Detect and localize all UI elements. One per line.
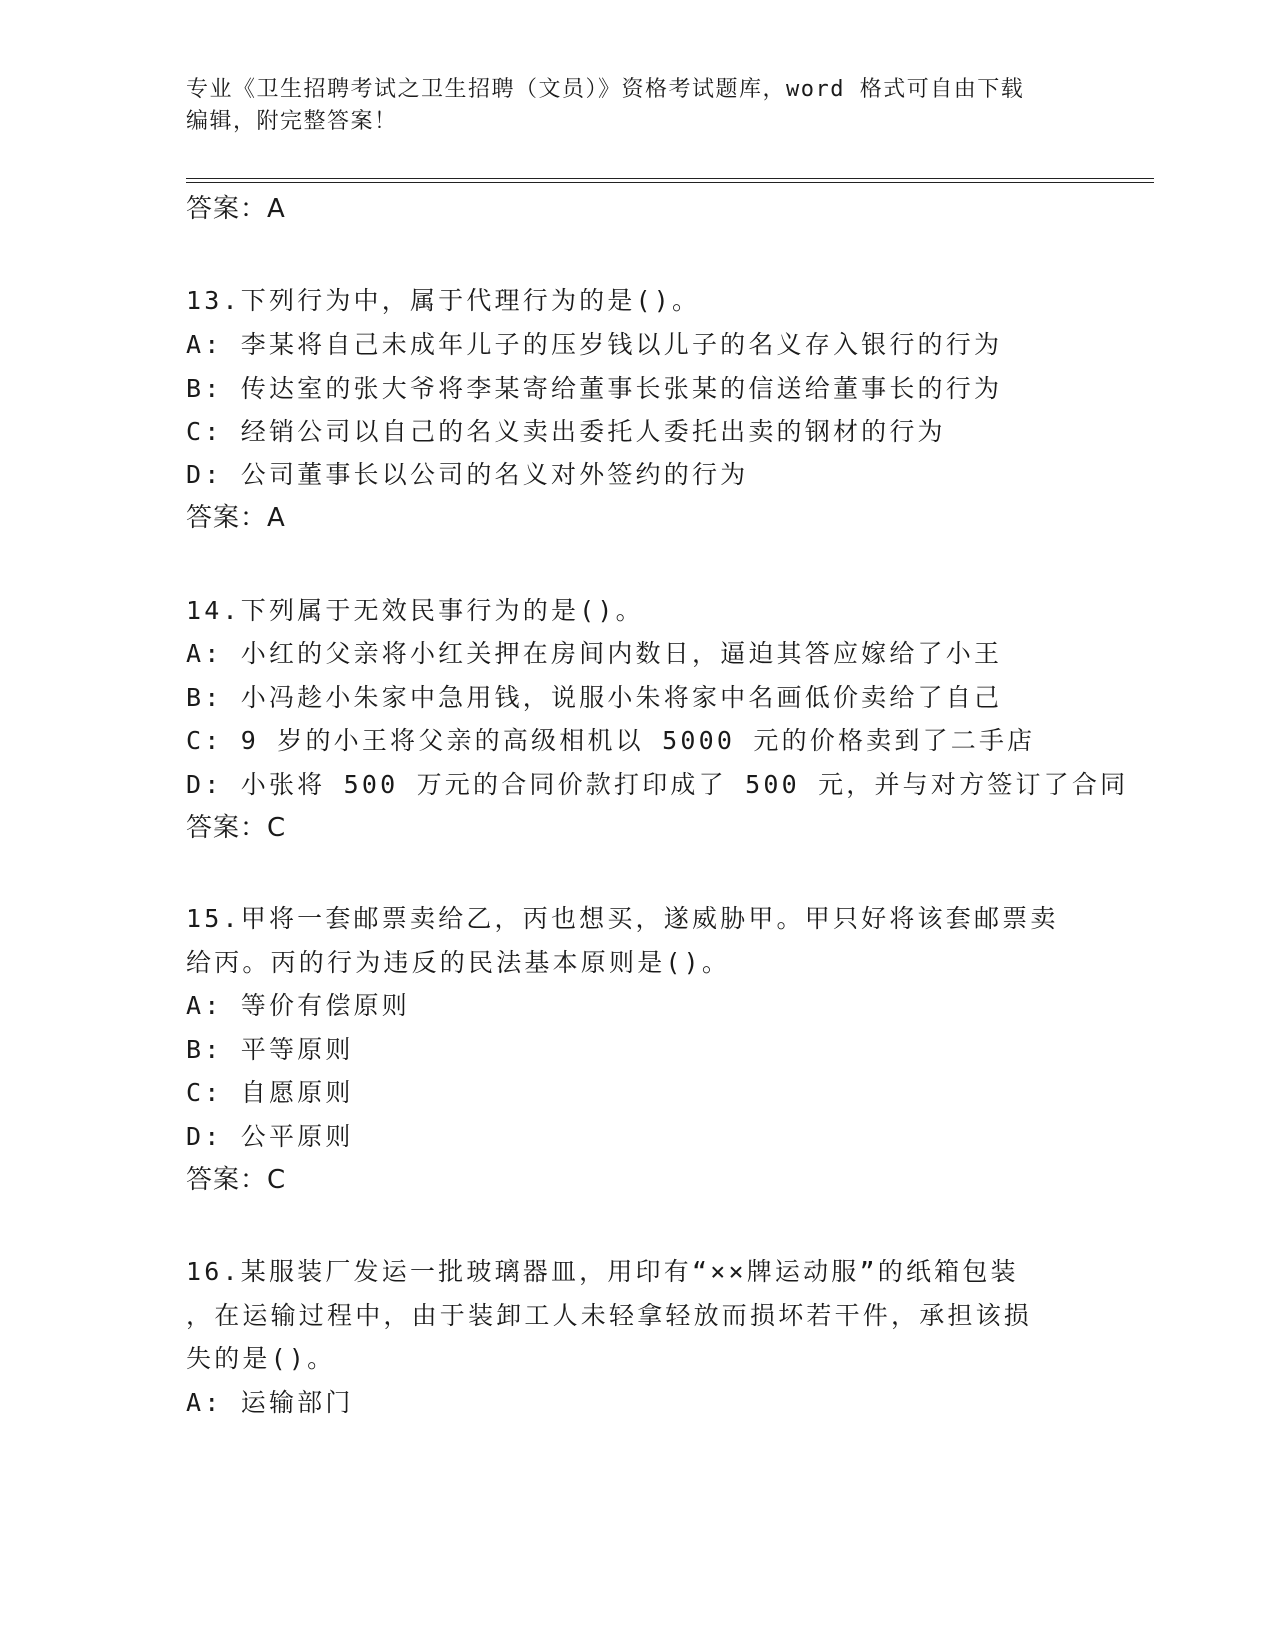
question-14-option-a: A: 小红的父亲将小红关押在房间内数日，逼迫其答应嫁给了小王: [186, 639, 1003, 668]
question-15-option-a: A: 等价有偿原则: [186, 991, 410, 1020]
question-14-option-c: C: 9 岁的小王将父亲的高级相机以 5000 元的价格卖到了二手店: [186, 726, 1036, 755]
question-13-option-c: C: 经销公司以自己的名义卖出委托人委托出卖的钢材的行为: [186, 417, 946, 446]
question-14-option-d: D: 小张将 500 万元的合同价款打印成了 500 元，并与对方签订了合同: [186, 770, 1129, 799]
question-13-option-d: D: 公司董事长以公司的名义对外签约的行为: [186, 460, 749, 489]
question-13-option-a: A: 李某将自己未成年儿子的压岁钱以儿子的名义存入银行的行为: [186, 330, 1003, 359]
question-15-option-b: B: 平等原则: [186, 1035, 354, 1064]
previous-answer: 答案：A: [186, 194, 286, 224]
question-16-stem-line-3: 失的是()。: [186, 1344, 336, 1373]
question-13-option-b: B: 传达室的张大爷将李某寄给董事长张某的信送给董事长的行为: [186, 374, 1003, 403]
question-13-stem: 13.下列行为中，属于代理行为的是()。: [186, 286, 701, 315]
header-divider-bottom: [186, 182, 1154, 183]
question-15-answer: 答案：C: [186, 1165, 287, 1195]
question-14-stem: 14.下列属于无效民事行为的是()。: [186, 596, 644, 625]
header-divider-top: [186, 178, 1154, 179]
question-15-option-c: C: 自愿原则: [186, 1078, 354, 1107]
question-14-answer: 答案：C: [186, 813, 287, 843]
header-line-1: 专业《卫生招聘考试之卫生招聘（文员）》资格考试题库，word 格式可自由下载: [186, 77, 1025, 102]
header-line-2: 编辑，附完整答案！: [186, 109, 398, 134]
question-16-option-a: A: 运输部门: [186, 1388, 354, 1417]
question-14-option-b: B: 小冯趁小朱家中急用钱，说服小朱将家中名画低价卖给了自己: [186, 683, 1003, 712]
question-15-stem-line-1: 15.甲将一套邮票卖给乙，丙也想买，遂威胁甲。甲只好将该套邮票卖: [186, 904, 1059, 933]
question-15-option-d: D: 公平原则: [186, 1122, 354, 1151]
question-16-stem-line-1: 16.某服装厂发运一批玻璃器皿，用印有“××牌运动服”的纸箱包装: [186, 1257, 1019, 1286]
document-header: [186, 74, 1066, 138]
question-16-stem-line-2: ，在运输过程中，由于装卸工人未轻拿轻放而损坏若干件，承担该损: [186, 1301, 1033, 1330]
question-13-answer: 答案：A: [186, 503, 286, 533]
question-15-stem-line-2: 给丙。丙的行为违反的民法基本原则是()。: [186, 948, 731, 977]
